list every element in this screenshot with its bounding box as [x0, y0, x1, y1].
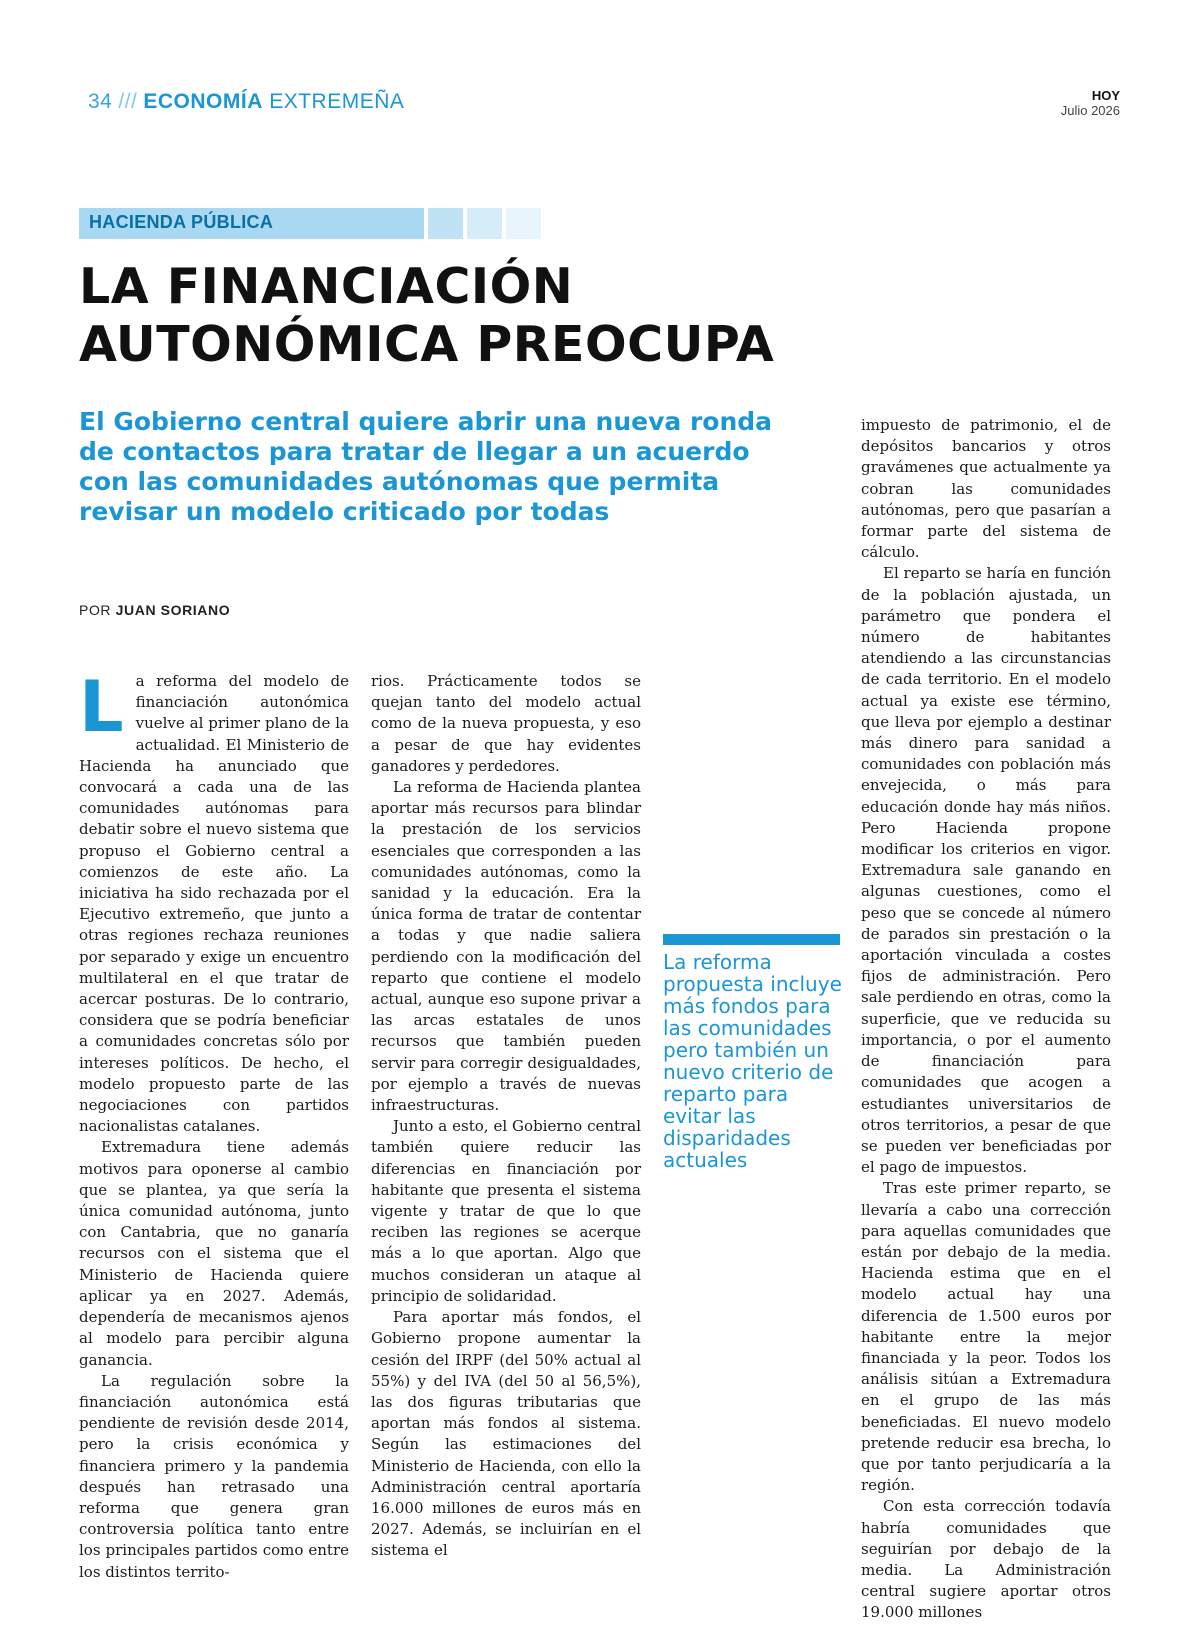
body-paragraph: El reparto se haría en función de la población ajustada, un parámetro que pondera el número de habitantes atendiendo a las circunstancias de cada territorio. En el modelo actual ya existe ese término, que lleva por ejemplo a destinar más dinero para sanidad a comunidades con población más envejecida, o más para educación donde hay más niños. Pero Hacienda propone modificar los criterios en vigor. Extremadura sale ganando en algunas cuestiones, como el peso que se concede al número de parados sin prestación o la aportación vinculada a costes fijos de administración. Pero sale perdiendo en otras, como la superficie, que ve reducida su importancia, o por el aumento de financiación para comunidades que acogen a estudiantes universitarios de otros territorios, a pesar de que se pueden ver beneficiadas por el pago de impuestos.: [861, 564, 1111, 1177]
header-separator: ///: [118, 90, 138, 113]
body-paragraph: La reforma de Hacienda plantea aportar más recursos para blindar la prestación de los servicios esenciales que corresponden a las comunidades autónomas, como la sanidad y la educación. Era la única forma de tratar de contentar a todas y que nadie saliera perdiendo con la modificación del reparto que contiene el modelo actual, aunque eso supone privar a las arcas estatales de unos recursos que también pueden servir para corregir desigualdades, por ejemplo a través de nuevas infraestructuras.: [371, 778, 641, 1115]
byline-prefix: POR: [79, 602, 112, 618]
deck-subheadline: El Gobierno central quiere abrir una nueva ronda de contactos para tratar de llegar a un acuerdo con las comunidades autónomas que permita revisar un modelo criticado por todas: [79, 407, 773, 526]
drop-cap: L: [79, 666, 124, 748]
body-paragraph: rios. Prácticamente todos se quejan tanto del modelo actual como de la nueva propuesta, y eso a pesar de que hay evidentes ganadores y perdedores.: [371, 672, 641, 775]
kicker-label: HACIENDA PÚBLICA: [89, 212, 274, 232]
page-header-right: [1061, 88, 1120, 118]
headline: [79, 258, 899, 374]
page-header-left: [88, 90, 404, 114]
headline-line: AUTONÓMICA PREOCUPA: [79, 316, 775, 373]
newspaper-name: HOY: [1091, 88, 1120, 103]
pull-quote-rule: [663, 934, 840, 945]
body-column-1: [79, 666, 349, 1583]
kicker-decor-block: [467, 208, 502, 239]
section-name: ECONOMÍA: [143, 90, 263, 113]
issue-date: Julio 2026: [1060, 103, 1120, 118]
body-paragraph: Extremadura tiene además motivos para oponerse al cambio que se plantea, ya que sería la única comunidad autónoma, junto con Cantabria, que no ganaría recursos con el sistema que el Ministerio de Hacienda quiere aplicar ya en 2027. Además, dependería de mecanismos ajenos al modelo para percibir alguna ganancia.: [79, 1138, 349, 1369]
byline: [79, 602, 230, 618]
body-paragraph: Para aportar más fondos, el Gobierno propone aumentar la cesión del IRPF (del 50% actual al 55%) y del IVA (del 50 al 56,5%), las dos figuras tributarias que aportan más fondos al sistema. Según las estimaciones del Ministerio de Hacienda, con ello la Administración central aportaría 16.000 millones de euros más en 2027. Además, se incluirían en el sistema el: [371, 1308, 641, 1560]
body-column-2: [371, 671, 641, 1562]
headline-line: LA FINANCIACIÓN: [79, 258, 574, 315]
body-paragraph: Con esta corrección todavía habría comunidades que seguirían por debajo de la media. La Administración central sugiere aportar otros 19.000 millones: [861, 1497, 1111, 1622]
byline-author: JUAN SORIANO: [115, 602, 231, 618]
body-paragraph: Junto a esto, el Gobierno central también quiere reducir las diferencias en financiación por habitante que presenta el sistema vigente y tratar de que lo que reciben las regiones se acerque más a lo que aportan. Algo que muchos consideran un ataque al principio de solidaridad.: [371, 1117, 641, 1305]
body-paragraph: La regulación sobre la financiación autonómica está pendiente de revisión desde 2014, pero la crisis económica y financiera primero y la pandemia después han retrasado una reforma que genera gran controversia política tanto entre los principales partidos como entre los distintos territo-: [79, 1371, 349, 1581]
kicker-decor-block: [506, 208, 541, 239]
kicker-decor-block: [428, 208, 463, 239]
kicker-band: [79, 208, 424, 239]
body-paragraph: a reforma del modelo de financiación autonómica vuelve al primer plano de la actualidad. El Ministerio de Hacienda ha anunciado que convocará a cada una de las comunidades autónomas para debatir sobre el nuevo sistema que propuso el Gobierno central a comienzos de este año. La iniciativa ha sido rechazada por el Ejecutivo extremeño, que junto a otras regiones rechaza reuniones por separado y exige un encuentro multilateral en el que tratar de acercar posturas. De lo contrario, considera que se podría beneficiar a comunidades concretas sólo por intereses políticos. De hecho, el modelo propuesto parte de las negociaciones con partidos nacionalistas catalanes.: [79, 672, 349, 1136]
body-paragraph: impuesto de patrimonio, el de depósitos bancarios y otros gravámenes que actualmente ya cobran las comunidades autónomas, pero que pasarían a formar parte del sistema de cálculo.: [861, 416, 1111, 562]
section-subname: EXTREMEÑA: [269, 90, 405, 113]
body-paragraph: Tras este primer reparto, se llevaría a cabo una corrección para aquellas comunidades que están por debajo de la media. Hacienda estima que en el modelo actual hay una diferencia de 1.500 euros por habitante entre la mejor financiada y la peor. Todos los análisis sitúan a Extremadura en el grupo de las más beneficiadas. El nuevo modelo pretende reducir esa brecha, lo que por tanto perjudicaría a la región.: [861, 1179, 1111, 1495]
pull-quote: La reforma propuesta incluye más fondos para las comunidades pero también un nuevo criterio de reparto para evitar las disparidades actuales: [663, 950, 842, 1172]
page-number: 34: [88, 90, 113, 113]
body-column-4: [861, 415, 1111, 1624]
